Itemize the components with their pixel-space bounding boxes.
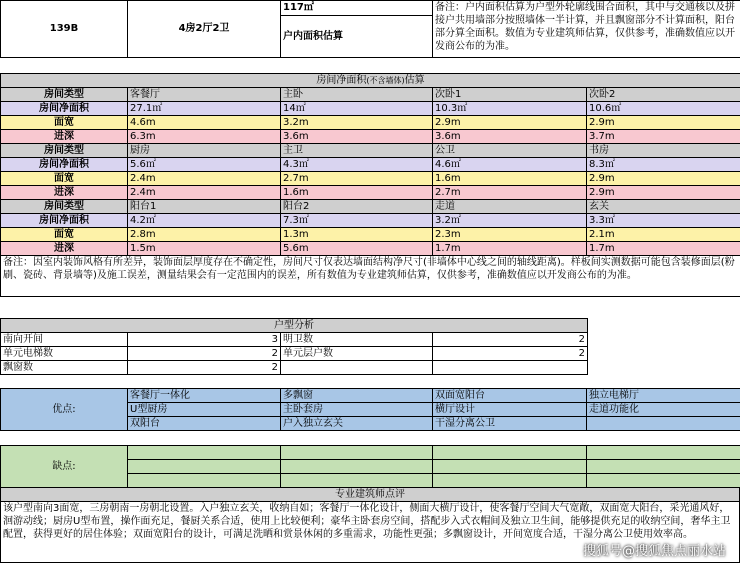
analysis-value: 2 <box>128 347 281 361</box>
row-label: 面宽 <box>1 172 128 186</box>
room-name: 次卧2 <box>587 88 740 102</box>
room-value: 5.6㎡ <box>128 158 281 172</box>
layout-type: 4房2厅2卫 <box>128 1 281 58</box>
pros-item: 独立电梯厅 <box>587 389 740 403</box>
room-name: 厨房 <box>128 144 281 158</box>
pros-item: 主卧套房 <box>281 403 433 417</box>
room-area-row <box>1 102 740 116</box>
room-name: 阳台2 <box>281 200 433 214</box>
cons-cell <box>587 446 740 460</box>
room-value: 1.7m <box>433 242 587 256</box>
cons-cell <box>281 446 433 460</box>
analysis-value: 2 <box>128 361 281 375</box>
pros-table <box>0 388 740 431</box>
header-table <box>0 0 740 58</box>
room-width-row <box>1 228 740 242</box>
room-value: 2.4m <box>128 172 281 186</box>
room-value: 3.7m <box>587 130 740 144</box>
room-value: 2.3m <box>433 228 587 242</box>
cons-cell <box>433 446 587 460</box>
analysis-label: 单元层户数 <box>281 347 433 361</box>
room-value: 3.2㎡ <box>433 214 587 228</box>
analysis-value: 2 <box>433 347 588 361</box>
room-value: 2.9m <box>587 172 740 186</box>
cons-cell <box>587 474 740 488</box>
cons-table <box>0 445 740 488</box>
rooms-note: 备注：因室内装饰风格有所差异，装饰面层厚度存在不确定性，房间尺寸仅表达墙面结构净尺寸(非墙体中心线之间的轴线距离)。样板间实测数据可能包含装修面层(粉刷、瓷砖、背景墙等)及施工误差，测量结果会有一定范围内的误差，所有数值为专业建筑师估算，仅供参考，准确数值应以开发商公布的为准。 <box>1 256 740 297</box>
area-note: 备注：户内面积估算为户型外轮廓线围合面积，其中与交通核以及拼接户共用墙部分按照墙体一半计算，并且飘窗部分不计算面积，阳台部分算全面积。数值为专业建筑师估算，仅供参考，准确数值应以开发商公布的为准。 <box>433 1 740 58</box>
room-value: 1.5m <box>128 242 281 256</box>
room-value: 2.7m <box>281 172 433 186</box>
review-text: 该户型南向3面宽，三房朝南一房朝北设置。入户独立玄关，收纳自如；客餐厅一体化设计，侧面大横厅设计，使客餐厅空间大气宽敞，双面宽大阳台，采光通风好，洄游动线；厨房U型布置，操作面充足，餐厨关系合适，使用上比较便利；豪华主卧套房空间，搭配步入式衣帽间及独立卫生间，能够提供充足的收纳空间，奢华主卫配置，获得更好的居住体验；双面宽阳台的设计，可满足洗晒和赏景休闲的多重需求，功能性更强；多飘窗设计，开间宽度合适，干湿分离公卫使用效率高。 <box>1 502 740 563</box>
room-name: 次卧1 <box>433 88 587 102</box>
analysis-table <box>0 318 588 375</box>
pros-item: 户入独立玄关 <box>281 417 433 431</box>
room-name: 主卫 <box>281 144 433 158</box>
pros-item <box>587 417 740 431</box>
room-name: 书房 <box>587 144 740 158</box>
analysis-label: 单元电梯数 <box>1 347 128 361</box>
room-value: 3.6m <box>433 130 587 144</box>
analysis-label: 南向开间 <box>1 333 128 347</box>
room-value: 1.6m <box>433 172 587 186</box>
room-value: 6.3m <box>128 130 281 144</box>
pros-item: U型厨房 <box>128 403 281 417</box>
room-value: 2.9m <box>587 186 740 200</box>
watermark: 搜狐号@搜狐焦点丽水站 <box>582 544 726 559</box>
analysis-label <box>281 361 433 375</box>
room-value: 10.3㎡ <box>433 102 587 116</box>
room-value: 2.8m <box>128 228 281 242</box>
cons-cell <box>128 474 281 488</box>
room-value: 4.6㎡ <box>433 158 587 172</box>
room-value: 2.1m <box>587 228 740 242</box>
analysis-label: 飘窗数 <box>1 361 128 375</box>
pros-item: 走道功能化 <box>587 403 740 417</box>
analysis-value: 2 <box>433 333 588 347</box>
row-label: 房间净面积 <box>1 214 128 228</box>
room-name: 走道 <box>433 200 587 214</box>
cons-cell <box>587 460 740 474</box>
row-label: 房间类型 <box>1 144 128 158</box>
room-depth-row <box>1 242 740 256</box>
pros-item: 横厅设计 <box>433 403 587 417</box>
cons-cell <box>281 460 433 474</box>
room-width-row <box>1 116 740 130</box>
analysis-row <box>1 347 588 361</box>
pros-item: 双面宽阳台 <box>433 389 587 403</box>
cons-label: 缺点: <box>1 446 128 488</box>
pros-item: 双阳台 <box>128 417 281 431</box>
room-value: 3.6m <box>281 130 433 144</box>
row-label: 进深 <box>1 242 128 256</box>
room-name: 阳台1 <box>128 200 281 214</box>
row-label: 进深 <box>1 130 128 144</box>
unit-code: 139B <box>1 1 128 58</box>
room-value: 10.6㎡ <box>587 102 740 116</box>
analysis-row <box>1 333 588 347</box>
row-label: 面宽 <box>1 116 128 130</box>
room-value: 7.3㎡ <box>281 214 433 228</box>
room-value: 2.4m <box>128 186 281 200</box>
cons-cell <box>433 460 587 474</box>
analysis-title: 户型分析 <box>1 319 588 333</box>
analysis-row <box>1 361 588 375</box>
pros-item: 干湿分离公卫 <box>433 417 587 431</box>
review-title: 专业建筑师点评 <box>1 488 740 502</box>
room-name: 客餐厅 <box>128 88 281 102</box>
rooms-title: 房间净面积(不含墙体)估算 <box>1 74 740 88</box>
rooms-table <box>0 73 740 297</box>
room-value: 14㎡ <box>281 102 433 116</box>
analysis-value: 3 <box>128 333 281 347</box>
cons-cell <box>433 474 587 488</box>
room-value: 1.6m <box>281 186 433 200</box>
row-label: 进深 <box>1 186 128 200</box>
room-type-row <box>1 200 740 214</box>
room-value: 27.1㎡ <box>128 102 281 116</box>
room-value: 3.3㎡ <box>587 214 740 228</box>
room-value: 2.9m <box>433 116 587 130</box>
cons-cell <box>128 460 281 474</box>
row-label: 房间类型 <box>1 200 128 214</box>
row-label: 房间净面积 <box>1 158 128 172</box>
room-width-row <box>1 172 740 186</box>
pros-label: 优点: <box>1 389 128 431</box>
room-value: 5.6m <box>281 242 433 256</box>
room-name: 主卧 <box>281 88 433 102</box>
cons-cell <box>128 446 281 460</box>
row-label: 面宽 <box>1 228 128 242</box>
room-value: 1.7m <box>587 242 740 256</box>
room-value: 4.2㎡ <box>128 214 281 228</box>
room-value: 4.6m <box>128 116 281 130</box>
room-value: 3.2m <box>281 116 433 130</box>
pros-row <box>1 389 740 403</box>
room-value: 8.3㎡ <box>587 158 740 172</box>
room-value: 4.3㎡ <box>281 158 433 172</box>
analysis-value <box>433 361 588 375</box>
room-value: 1.3m <box>281 228 433 242</box>
room-depth-row <box>1 130 740 144</box>
analysis-label: 明卫数 <box>281 333 433 347</box>
area-value: 117㎡ <box>281 1 433 16</box>
pros-item: 客餐厅一体化 <box>128 389 281 403</box>
cons-cell <box>281 474 433 488</box>
row-label: 房间类型 <box>1 88 128 102</box>
room-area-row <box>1 214 740 228</box>
area-label: 户内面积估算 <box>281 16 433 58</box>
room-type-row <box>1 144 740 158</box>
row-label: 房间净面积 <box>1 102 128 116</box>
room-value: 2.7m <box>433 186 587 200</box>
pros-item: 多飘窗 <box>281 389 433 403</box>
room-area-row <box>1 158 740 172</box>
room-depth-row <box>1 186 740 200</box>
room-value: 2.9m <box>587 116 740 130</box>
room-name: 玄关 <box>587 200 740 214</box>
room-name: 公卫 <box>433 144 587 158</box>
room-type-row <box>1 88 740 102</box>
